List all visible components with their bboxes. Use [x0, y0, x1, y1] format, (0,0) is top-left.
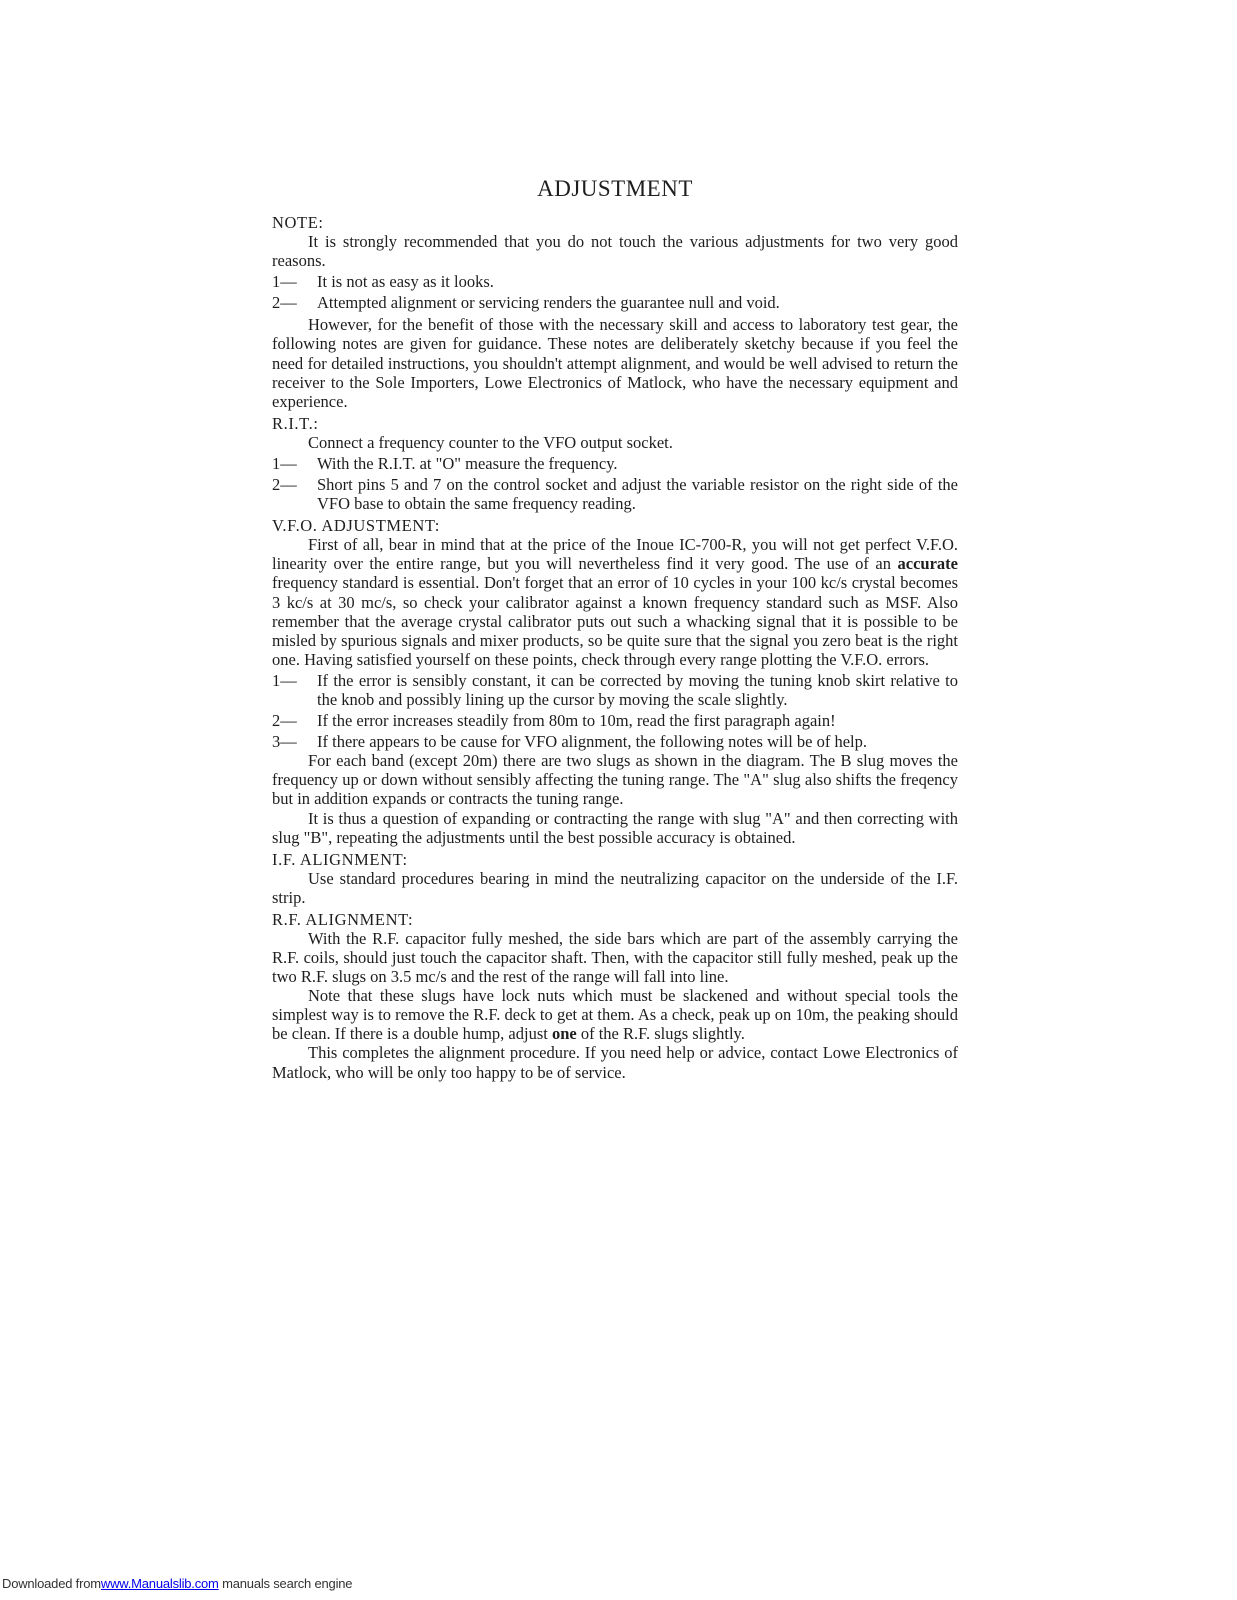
note-heading: NOTE: — [272, 213, 324, 232]
footer-prefix: Downloaded from — [2, 1576, 101, 1591]
item-number: 1— — [272, 453, 297, 473]
vfo-item-1 — [272, 671, 958, 709]
rf-section — [272, 910, 958, 1082]
rit-section — [272, 414, 958, 513]
footer-suffix: manuals search engine — [222, 1576, 353, 1591]
rit-item-1 — [272, 454, 958, 473]
item-text: It is not as easy as it looks. — [317, 272, 494, 292]
item-text: If the error increases steadily from 80m to 10m, read the first paragraph again! — [317, 711, 836, 731]
vfo-item-2 — [272, 711, 958, 730]
emphasis-word: accurate — [897, 554, 958, 574]
page-title: ADJUSTMENT — [537, 176, 693, 201]
rf-paragraph-2 — [272, 986, 958, 1043]
note-intro: It is strongly recommended that you do not touch the various adjustments for two very good reasons. — [272, 232, 958, 271]
vfo-item-3 — [272, 732, 958, 751]
document-page — [272, 176, 958, 1082]
note-section — [272, 213, 958, 411]
vfo-paragraph-3: It is thus a question of expanding or contracting the range with slug "A" and then correcting with slug "B", repeating the adjustments until the best possible accuracy is obtained. — [272, 808, 958, 847]
vfo-text-part: First of all, bear in mind that at the price of the Inoue IC-700-R, you will not get perfect V.F.O. linearity over the entire range, but you will nevertheless find it very good. The use of an — [272, 535, 958, 574]
item-number: 2— — [272, 711, 297, 731]
rf-text-part: of the R.F. slugs slightly. — [580, 1024, 745, 1044]
if-heading: I.F. ALIGNMENT: — [272, 849, 408, 869]
if-paragraph: Use standard procedures bearing in mind the neutralizing capacitor on the underside of the I.F. strip. — [272, 868, 958, 907]
download-footer — [2, 1576, 352, 1591]
item-text: If the error is sensibly constant, it can be corrected by moving the tuning knob skirt relative to the knob and possibly lining up the cursor by moving the scale slightly. — [317, 670, 958, 709]
rit-heading: R.I.T.: — [272, 413, 319, 433]
emphasis-word: one — [551, 1024, 577, 1044]
item-number: 1— — [272, 670, 297, 690]
rit-intro: Connect a frequency counter to the VFO output socket. — [308, 432, 673, 452]
vfo-heading: V.F.O. ADJUSTMENT: — [272, 516, 440, 536]
rf-paragraph-1: With the R.F. capacitor fully meshed, the side bars which are part of the assembly carrying the R.F. coils, should just touch the capacitor shaft. Then, with the capacitor still fully meshed, peak up the two R.F. slugs on 3.5 mc/s and the rest of the range will fall into line. — [272, 928, 958, 987]
item-text: With the R.I.T. at "O" measure the frequency. — [317, 453, 618, 473]
item-text: If there appears to be cause for VFO alignment, the following notes will be of help. — [317, 732, 868, 752]
note-item-2 — [272, 293, 958, 312]
item-number: 1— — [272, 272, 297, 292]
if-section — [272, 850, 958, 907]
vfo-paragraph — [272, 535, 958, 669]
rit-item-2 — [272, 475, 958, 513]
manualslib-link[interactable]: www.Manualslib.com — [100, 1576, 219, 1591]
item-number: 2— — [272, 475, 297, 495]
rf-paragraph-3: This completes the alignment procedure. If you need help or advice, contact Lowe Electronics of Matlock, who will be only too happy to be of service. — [272, 1043, 958, 1082]
vfo-paragraph-2: For each band (except 20m) there are two slugs as shown in the diagram. The B slug moves the frequency up or down without sensibly affecting the tuning range. The "A" slug also shifts the freqency but in addition expands or contracts the tuning range. — [272, 751, 958, 809]
item-text: Attempted alignment or servicing renders the guarantee null and void. — [317, 293, 780, 313]
item-number: 3— — [272, 732, 297, 752]
note-paragraph: However, for the benefit of those with the necessary skill and access to laboratory test gear, the following notes are given for guidance. These notes are deliberately sketchy because if you feel the need for detailed instructions, you shouldn't attempt alignment, and would be well advised to return the receiver to the Sole Importers, Lowe Electronics of Matlock, who have the necessary equipment and experience. — [272, 315, 958, 411]
rf-text-part: Note that these slugs have lock nuts which must be slackened and without special tools the simplest way is to remove the R.F. deck to get at them. As a check, peak up on 10m, the peaking should be clean. If there is a double hump, adjust — [272, 986, 958, 1044]
note-item-1 — [272, 272, 958, 291]
vfo-section — [272, 516, 958, 847]
item-text: Short pins 5 and 7 on the control socket and adjust the variable resistor on the right side of the VFO base to obtain the same frequency reading. — [317, 475, 958, 514]
item-number: 2— — [272, 293, 297, 313]
rf-heading: R.F. ALIGNMENT: — [272, 909, 414, 929]
vfo-text-part: frequency standard is essential. Don't forget that an error of 10 cycles in your 100 kc/s crystal becomes 3 kc/s at 30 mc/s, so check your calibrator against a known frequency standard such as MSF. Also remember that the average crystal calibrator puts out such a whacking signal that it is possible to be misled by spurious signals and mixer products, so be quite sure that the signal you zero beat is the right one. Having satisfied yourself on these points, check through every range plotting the V.F.O. errors. — [272, 573, 958, 669]
